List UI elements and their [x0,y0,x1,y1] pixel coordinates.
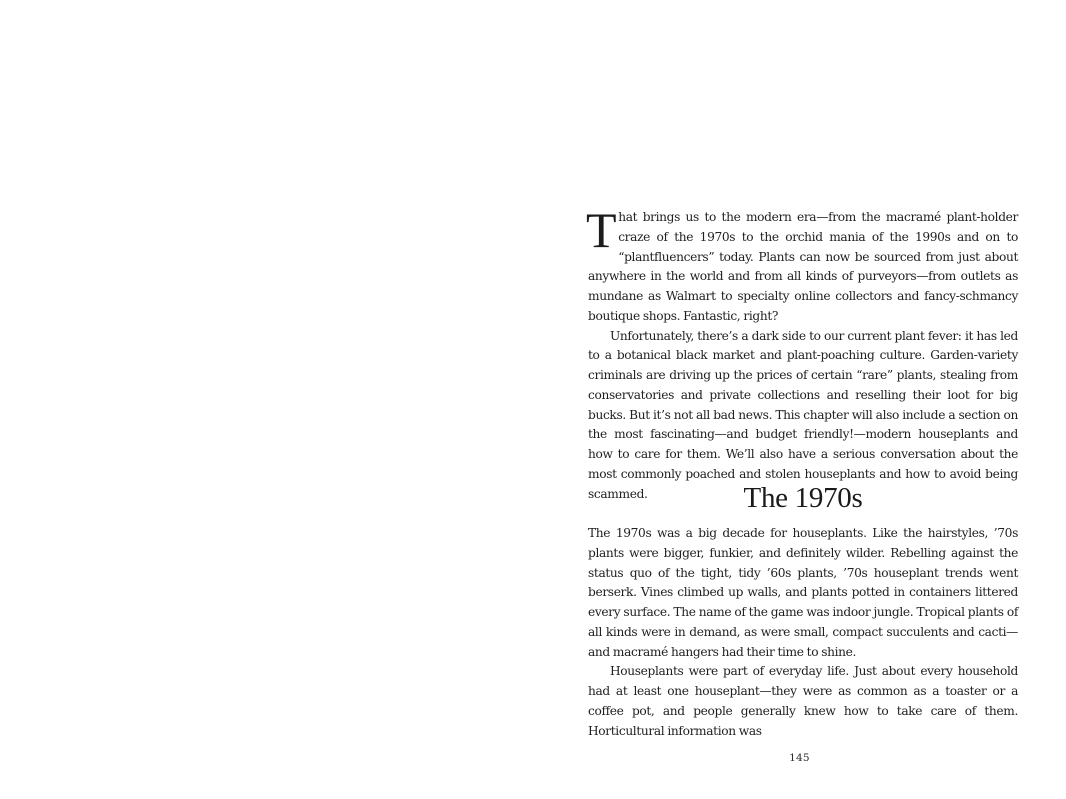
section-body [588,524,1018,741]
section-paragraph-1: The 1970s was a big decade for houseplants. Like the hairstyles, ’70s plants were bigger, funkier, and definitely wilder. Rebelling against the status quo of the tight, tidy ’60s plants, ’70s houseplant trends went berserk. Vines climbed up walls, and plants potted in containers littered every surface. The name of the game was indoor jungle. Tropical plants of all kinds were in demand, as were small, compact succulents and cacti—and macramé hangers had their time to shine. [588,526,1018,659]
page-number: 145 [789,752,810,764]
intro-text-block [586,202,1018,504]
right-page [533,0,1066,799]
intro-paragraph-1 [586,202,1018,327]
intro-paragraph-2: Unfortunately, there’s a dark side to our current plant fever: it has led to a botanical black market and plant-poaching culture. Garden-variety criminals are driving up the prices of certain “rare” plants, stealing from conservatories and private collections and reselling their loot for big bucks. But it’s not all bad news. This chapter will also include a section on the most fascinating—and budget friendly!—modern houseplants and how to care for them. We’ll also have a serious conversation about the most commonly poached and stolen houseplants and how to avoid being scammed. [588,328,1018,501]
section-heading: The 1970s [743,482,863,514]
intro-paragraph-1-text: hat brings us to the modern era—from the macramé plant-holder craze of the 1970s to the orchid mania of the 1990s and on to “plantfluencers” today. Plants can now be sourced from just about anywhere in the world and from all kinds of purveyors—from outlets as mundane as Walmart to specialty online collectors and fancy-schmancy boutique shops. Fantastic, right? [588,210,1018,323]
section-paragraph-2: Houseplants were part of everyday life. Just about every household had at least one houseplant—they were as common as a toaster or a coffee pot, and people generally knew how to take care of them. Horticultural information was [588,664,1018,738]
drop-cap: T [586,202,617,258]
